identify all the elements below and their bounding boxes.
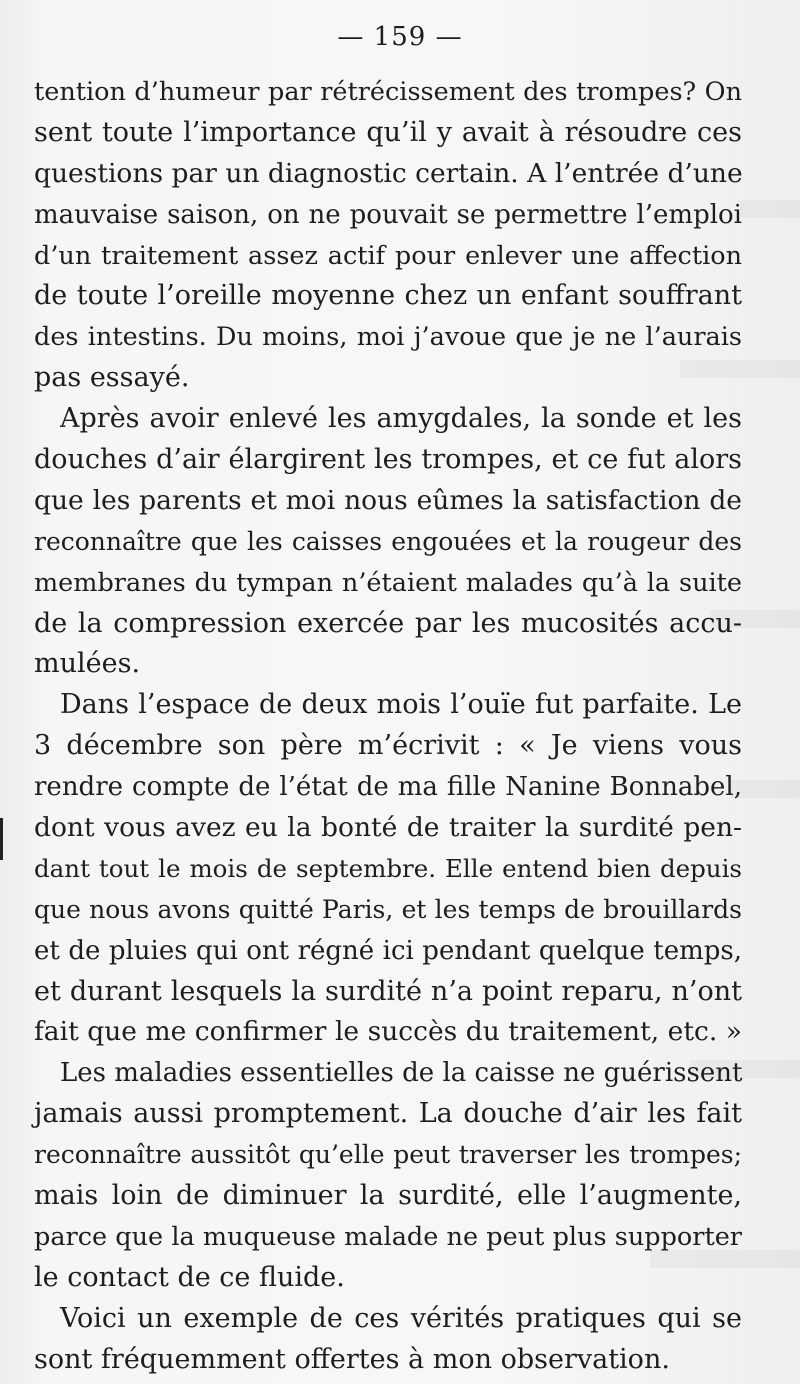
text-line: mulées. bbox=[34, 648, 141, 680]
text-line: que les parents et moi nous eûmes la satisfaction de bbox=[34, 484, 742, 516]
text-line: tention d’humeur par rétrécissement des trompes? On bbox=[34, 77, 742, 107]
text-line: reconnaître que les caisses engouées et la rougeur des bbox=[34, 526, 742, 556]
text-line: questions par un diagnostic certain. A l’entrée d’une bbox=[34, 157, 743, 189]
text-line: reconnaître aussitôt qu’elle peut traverser les trompes; bbox=[34, 1140, 742, 1170]
text-line: 3 décembre son père m’écrivit : « Je viens vous bbox=[34, 730, 742, 762]
text-line: d’un traitement assez actif pour enlever une affection bbox=[34, 240, 742, 271]
text-line: sont fréquemment offertes à mon observation. bbox=[34, 1343, 670, 1375]
text-line: de toute l’oreille moyenne chez un enfant souffrant bbox=[34, 280, 742, 312]
text-line: et durant lesquels la surdité n’a point reparu, n’ont bbox=[34, 975, 742, 1007]
text-line: jamais aussi promptement. La douche d’air les fait bbox=[34, 1098, 742, 1130]
text-line: Après avoir enlevé les amygdales, la sonde et les bbox=[60, 403, 742, 435]
text-line: Voici un exemple de ces vérités pratiques qui se bbox=[60, 1302, 742, 1334]
text-line: Dans l’espace de deux mois l’ouïe fut parfaite. Le bbox=[60, 689, 742, 721]
text-line: dont vous avez eu la bonté de traiter la surdité pen- bbox=[34, 812, 742, 844]
text-line: que nous avons quitté Paris, et les temps de brouillards bbox=[34, 894, 742, 924]
text-line: mauvaise saison, on ne pouvait se permettre l’emploi bbox=[34, 199, 742, 230]
text-line: parce que la muqueuse malade ne peut plus supporter bbox=[34, 1221, 742, 1252]
margin-mark bbox=[0, 818, 3, 860]
text-line: mais loin de diminuer la surdité, elle l’augmente, bbox=[34, 1180, 742, 1212]
text-line: le contact de ce fluide. bbox=[34, 1261, 345, 1293]
text-line: de la compression exercée par les mucosités accu- bbox=[34, 607, 742, 639]
text-line: dant tout le mois de septembre. Elle entend bien depuis bbox=[34, 853, 742, 883]
page-number: — 159 — bbox=[337, 22, 463, 52]
text-line: fait que me confirmer le succès du traitement, etc. » bbox=[34, 1016, 742, 1048]
text-line: douches d’air élargirent les trompes, et ce fut alors bbox=[34, 444, 742, 476]
text-line: rendre compte de l’état de ma fille Nanine Bonnabel, bbox=[34, 772, 742, 803]
text-line: membranes du tympan n’étaient malades qu’à la suite bbox=[34, 567, 742, 598]
text-line: et de pluies qui ont régné ici pendant quelque temps, bbox=[34, 935, 742, 966]
text-line: pas essayé. bbox=[34, 362, 190, 394]
text-line: Les maladies essentielles de la caisse ne guérissent bbox=[60, 1058, 743, 1089]
body-text bbox=[34, 72, 742, 1381]
text-line: sent toute l’importance qu’il y avait à résoudre ces bbox=[34, 116, 742, 148]
text-line: des intestins. Du moins, moi j’avoue que je ne l’aurais bbox=[34, 322, 742, 353]
